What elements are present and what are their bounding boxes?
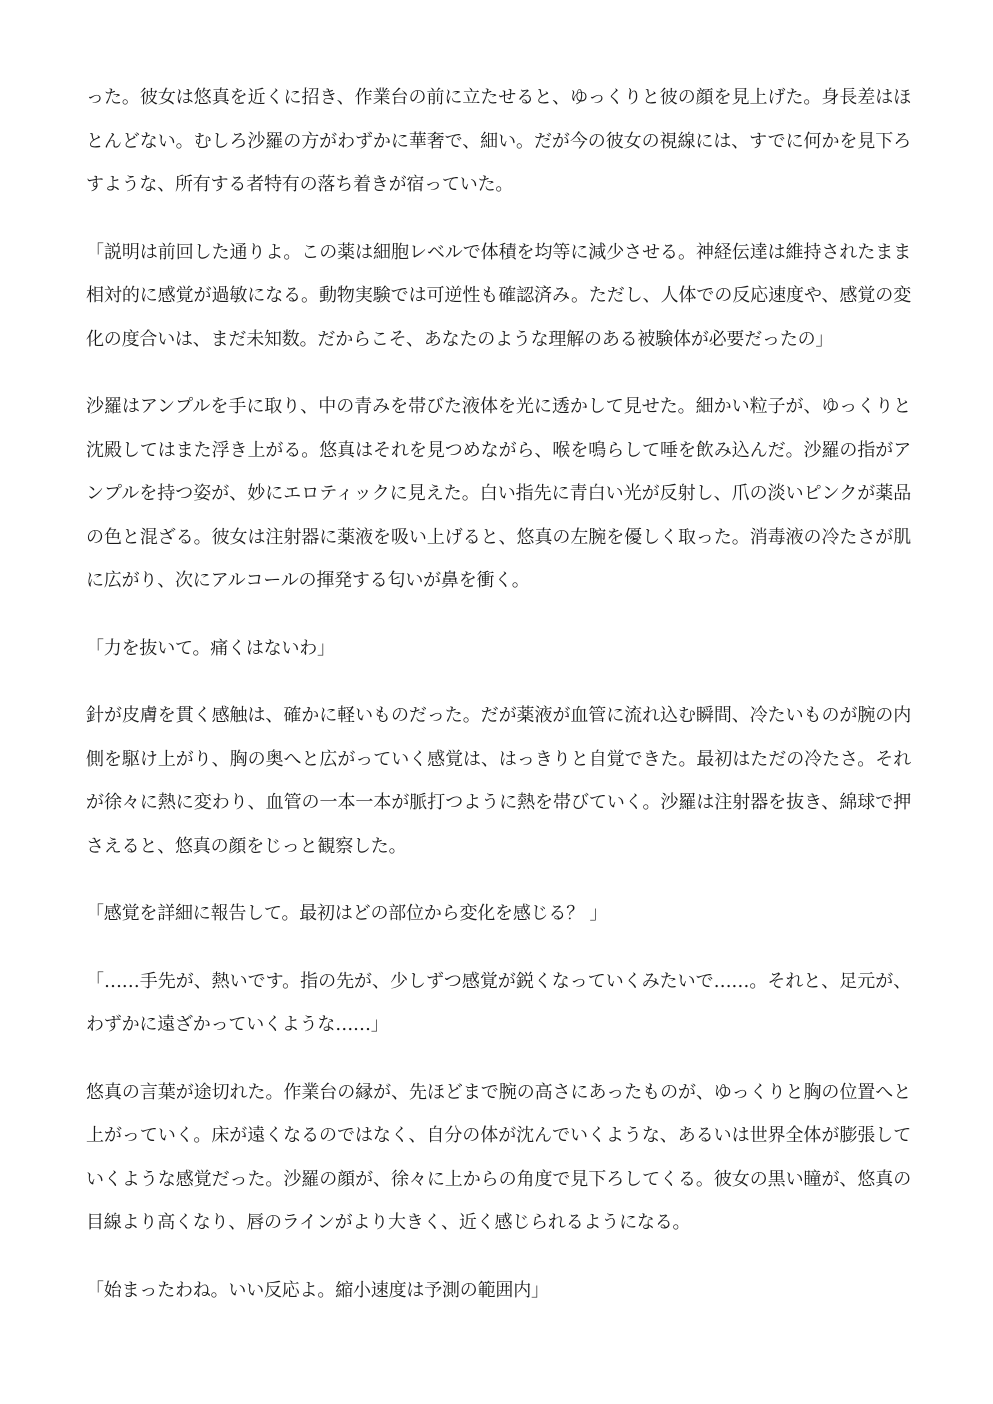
paragraph-dialogue-relax: 「力を抜いて。痛くはないわ」 bbox=[86, 637, 335, 659]
paragraph-dialogue-yuma-report: 「……手先が、熱いです。指の先が、少しずつ感覚が鋭くなっていくみたいで……。それと、足元が、わずかに遠ざかっていくような……」 bbox=[86, 970, 911, 1035]
paragraph-narration-injection: 針が皮膚を貫く感触は、確かに軽いものだった。だが薬液が血管に流れ込む瞬間、冷たいものが腕の内側を駆け上がり、胸の奥へと広がっていく感覚は、はっきりと自覚できた。最初はただの冷たさ。それが徐々に熱に変わり、血管の一本一本が脈打つように熱を帯びていく。沙羅は注射器を抜き、綿球で押さえると、悠真の顔をじっと観察した。 bbox=[86, 705, 911, 857]
paragraph-dialogue-started: 「始まったわね。いい反応よ。縮小速度は予測の範囲内」 bbox=[86, 1279, 549, 1301]
paragraph-dialogue-report-request: 「感覚を詳細に報告して。最初はどの部位から変化を感じる？ 」 bbox=[86, 903, 608, 924]
paragraph-narration-shrinking: 悠真の言葉が途切れた。作業台の縁が、先ほどまで腕の高さにあったものが、ゆっくりと胸の位置へと上がっていく。床が遠くなるのではなく、自分の体が沈んでいくような、あるいは世界全体が膨張していくような感覚だった。沙羅の顔が、徐々に上からの角度で見下ろしてくる。彼女の黒い瞳が、悠真の目線より高くなり、唇のラインがより大きく、近く感じられるようになる。 bbox=[86, 1081, 911, 1233]
paragraph-dialogue-sara-explanation: 「説明は前回した通りよ。この薬は細胞レベルで体積を均等に減少させる。神経伝達は維持されたまま相対的に感覚が過敏になる。動物実験では可逆性も確認済み。ただし、人体での反応速度や、感覚の変化の度合いは、まだ未知数。だからこそ、あなたのような理解のある被験体が必要だったの」 bbox=[86, 241, 911, 350]
document-page bbox=[86, 76, 911, 1336]
paragraph-narration-1: った。彼女は悠真を近くに招き、作業台の前に立たせると、ゆっくりと彼の顔を見上げた。身長差はほとんどない。むしろ沙羅の方がわずかに華奢で、細い。だが今の彼女の視線には、すでに何かを見下ろすような、所有する者特有の落ち着きが宿っていた。 bbox=[86, 87, 911, 195]
paragraph-narration-ampoule: 沙羅はアンプルを手に取り、中の青みを帯びた液体を光に透かして見せた。細かい粒子が、ゆっくりと沈殿してはまた浮き上がる。悠真はそれを見つめながら、喉を鳴らして唾を飲み込んだ。沙羅の指がアンプルを持つ姿が、妙にエロティックに見えた。白い指先に青白い光が反射し、爪の淡いピンクが薬品の色と混ざる。彼女は注射器に薬液を吸い上げると、悠真の左腕を優しく取った。消毒液の冷たさが肌に広がり、次にアルコールの揮発する匂いが鼻を衝く。 bbox=[86, 396, 911, 591]
